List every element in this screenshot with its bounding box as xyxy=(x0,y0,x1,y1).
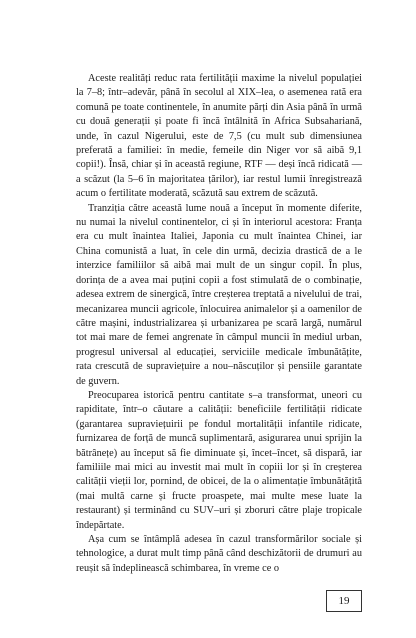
paragraph: Preocuparea istorică pentru cantitate s–a transformat, uneori cu rapiditate, într–o căutare a calității: beneficiile fertilității ridicate (garantarea supraviețuirii pe fondul mortalității infantile ridicate, furnizarea de forță de muncă suplimentară, asigurarea unui sprijin la bătrânețe) au început să fie diminuate și, încet–încet, să dispară, iar familiile mai mici au investit mai mult în copiii lor și în creșterea calității vieții lor, pornind, de obicei, de la o alimentație îmbunătățită (mai multă carne și fructe proaspete, mai multe mese luate la restaurant) și terminând cu SUV–uri și zboruri către plaje tropicale îndepărtate. xyxy=(76,389,362,531)
page-number xyxy=(326,590,362,612)
page-number-label: 19 xyxy=(338,595,350,607)
paragraph: Așa cum se întâmplă adesea în cazul transformărilor sociale și tehnologice, a durat mult timp până când deschizătorii de drumuri au reușit să îndeplinească schimbarea, în vreme ce o xyxy=(76,534,362,574)
page-body xyxy=(76,72,362,576)
paragraph: Aceste realități reduc rata fertilității maxime la nivelul populației la 7–8; într–adevăr, până în secolul al XIX–lea, o asemenea rată era comună pe toate continentele, în anumite părți din Asia până în urmă cu două generații și poate fi încă întâlnită în Africa Subsahariană, unde, în cazul Nigerului, este de 7,5 (cu mult sub dimensiunea preferată a familiei: în medie, femeile din Niger vor să aibă 9,1 copii!). Însă, chiar și în această regiune, RTF — deși încă ridicată — a scăzut (la 5–6 în majoritatea țărilor), iar restul lumii înregistrează acum o fertilitate moderată, scăzută sau extrem de scăzută. xyxy=(76,73,362,200)
paragraph: Tranziția către această lume nouă a început în momente diferite, nu numai la nivelul continentelor, ci și în interiorul acestora: Franța era cu mult înaintea Italiei, Japonia cu mult înaintea Chinei, iar China comunistă a luat, în cele din urmă, decizia drastică de a le interzice familiilor să aibă mai mult de un singur copil. În plus, dorința de a avea mai puțini copii a fost stimulată de o combinație, adesea extrem de sinergică, între creșterea treptată a nivelului de trai, mecanizarea muncii agricole, înlocuirea animalelor și a oamenilor de către mașini, industrializarea și urbanizarea pe scară largă, numărul tot mai mare de femei angrenate în câmpul muncii în mediul urban, progresul universal al educației, serviciile medicale îmbunătățite, rata crescută de supraviețuire a nou–născuților și pensiile garantate de guvern. xyxy=(76,202,362,387)
